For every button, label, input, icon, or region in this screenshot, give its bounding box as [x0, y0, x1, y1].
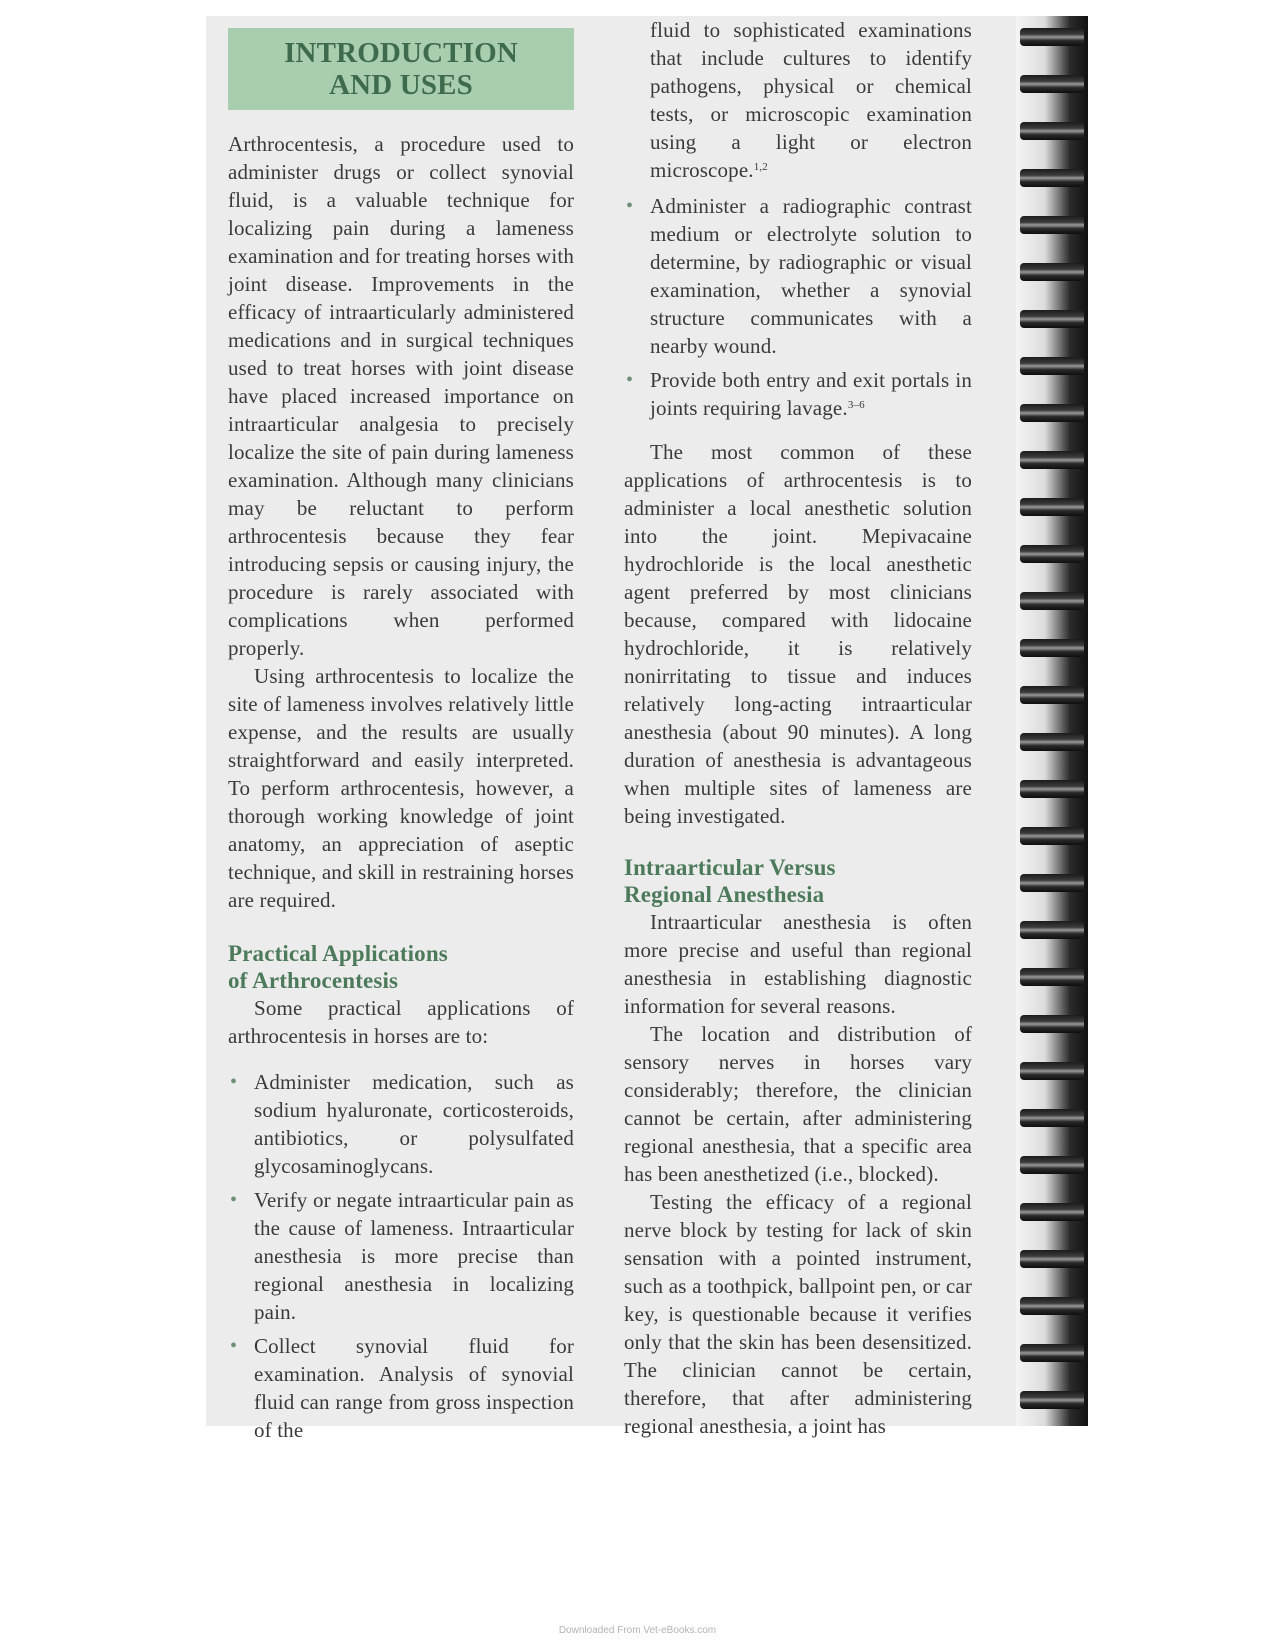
title-line-2: AND USES: [329, 69, 473, 101]
common-application-paragraph: The most common of these applications of arthrocentesis is to administer a local anesthetic solution into the joint. Mepivacaine hydrochloride is the local anesthetic agent preferred by most clinicians because, compared with lidocaine hydrochloride, it is relatively nonirritating to tissue and induces relatively long-acting intraarticular anesthesia (about 90 minutes). A long duration of anesthesia is advantageous when multiple sites of lameness are being investigated.: [624, 440, 972, 828]
bullet-icon: •: [626, 195, 634, 217]
binding-ring: [1020, 169, 1084, 187]
binding-ring: [1020, 1203, 1084, 1221]
binding-ring: [1020, 216, 1084, 234]
binding-ring: [1020, 1297, 1084, 1315]
applications-list: [228, 1068, 574, 1444]
binding-ring: [1020, 827, 1084, 845]
title-line-1: INTRODUCTION: [284, 37, 518, 69]
binding-ring: [1020, 75, 1084, 93]
binding-ring: [1020, 310, 1084, 328]
binding-ring: [1020, 733, 1084, 751]
list-item: • Collect synovial fluid for examination. Analysis of synovial fluid can range from gross inspection of the: [230, 1334, 574, 1442]
binding-ring: [1020, 1109, 1084, 1127]
binding-ring: [1020, 1391, 1084, 1409]
heading-line-2: of Arthrocentesis: [228, 968, 399, 993]
heading-line-1: Intraarticular Versus: [624, 855, 836, 880]
binding-ring: [1020, 451, 1084, 469]
paragraph-1: Intraarticular anesthesia is often more precise and useful than regional anesthesia in establishing diagnostic information for several reasons.: [624, 910, 972, 1018]
binding-ring: [1020, 686, 1084, 704]
binding-ring: [1020, 1015, 1084, 1033]
binding-ring: [1020, 1062, 1084, 1080]
list-item: • Provide both entry and exit portals in joints requiring lavage.$^{3-6}$: [626, 368, 972, 420]
binding-ring: [1020, 263, 1084, 281]
binding-ring: [1020, 1250, 1084, 1268]
paragraph-3: Testing the efficacy of a regional nerve block by testing for lack of skin sensation with a pointed instrument, such as a toothpick, ballpoint pen, or car key, is questionable because it verifies only that the skin has been desensitized. The clinician cannot be certain, therefore, that after administering regional anesthesia, a joint has: [624, 1190, 972, 1438]
applications-list-continued: [624, 192, 972, 422]
spiral-binding: [1016, 16, 1088, 1426]
binding-ring: [1020, 498, 1084, 516]
binding-ring: [1020, 639, 1084, 657]
list-item: • Administer medication, such as sodium hyaluronate, corticosteroids, antibiotics, or polysulfated glycosaminoglycans.: [230, 1070, 574, 1178]
binding-ring: [1020, 357, 1084, 375]
right-column: [624, 16, 972, 1440]
reference-superscript: 3–6: [847, 399, 865, 411]
binding-ring: [1020, 780, 1084, 798]
binding-ring: [1020, 545, 1084, 563]
binding-ring: [1020, 122, 1084, 140]
heading-line-2: Regional Anesthesia: [624, 882, 825, 907]
paragraph-2: The location and distribution of sensory nerves in horses vary considerably; therefore, the clinician cannot be certain, after administering regional anesthesia, that a specific area has been anesthetized (i.e., blocked).: [624, 1022, 972, 1186]
left-column: [228, 16, 574, 1444]
intro-paragraph: Arthrocentesis, a procedure used to administer drugs or collect synovial fluid, is a valuable technique for localizing pain during a lameness examination and for treating horses with joint disease. Improvements in the efficacy of intraarticularly administered medications and in surgical techniques used to treat horses with joint disease have placed increased importance on intraarticular analgesia to precisely localize the site of pain during lameness examination. Although many clinicians may be reluctant to perform arthrocentesis because they fear introducing sepsis or causing injury, the procedure is rarely associated with complications when performed properly.: [228, 132, 574, 660]
section-title: [228, 28, 574, 110]
binding-ring: [1020, 404, 1084, 422]
applications-intro: Some practical applications of arthrocentesis in horses are to:: [228, 996, 574, 1048]
reference-superscript: 1,2: [753, 161, 768, 173]
bullet-icon: •: [626, 369, 634, 391]
practical-applications-heading: [228, 940, 574, 994]
heading-line-1: Practical Applications: [228, 941, 448, 966]
bullet-icon: •: [230, 1189, 238, 1211]
second-paragraph: Using arthrocentesis to localize the site of lameness involves relatively little expense, and the results are usually straightforward and easily interpreted. To perform arthrocentesis, however, a thorough working knowledge of joint anatomy, an appreciation of aseptic technique, and skill in restraining horses are required.: [228, 664, 574, 912]
binding-ring: [1020, 592, 1084, 610]
binding-ring: [1020, 1344, 1084, 1362]
binding-ring: [1020, 1156, 1084, 1174]
bullet-icon: •: [230, 1071, 238, 1093]
binding-ring: [1020, 874, 1084, 892]
intraarticular-heading: [624, 854, 972, 908]
binding-ring: [1020, 968, 1084, 986]
binding-ring: [1020, 921, 1084, 939]
bullet-icon: •: [230, 1335, 238, 1357]
binding-ring: [1020, 28, 1084, 46]
download-footer: Downloaded From Vet-eBooks.com: [558, 1625, 717, 1636]
list-item: • Verify or negate intraarticular pain as the cause of lameness. Intraarticular anesthesia is more precise than regional anesthesia in localizing pain.: [230, 1188, 574, 1324]
list-item: • Administer a radiographic contrast medium or electrolyte solution to determine, by radiographic or visual examination, whether a synovial structure communicates with a nearby wound.: [626, 194, 972, 358]
continuation-paragraph: fluid to sophisticated examinations that include cultures to identify pathogens, physical or chemical tests, or microscopic examination using a light or electron microscope.$^{1,2}$: [650, 18, 972, 182]
